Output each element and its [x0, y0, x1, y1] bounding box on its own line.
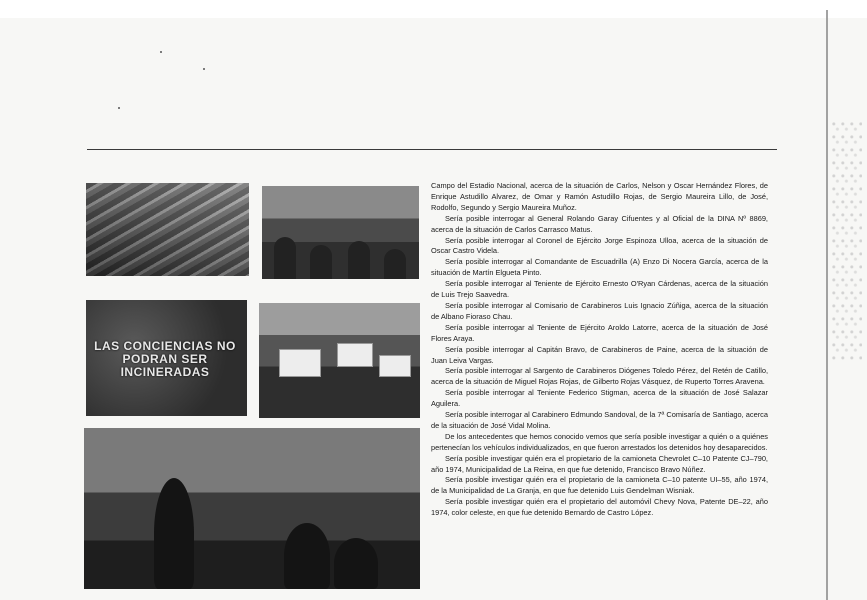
figure: [334, 538, 378, 589]
scan-noise: [832, 120, 862, 360]
scan-speck: [203, 68, 205, 70]
sign: [379, 355, 411, 377]
paragraph: Sería posible interrogar al Coronel de Ejército Jorge Espinoza Ulloa, acerca de la situación de Oscar Castro Videla.: [431, 235, 768, 256]
figure: [284, 523, 330, 589]
article-text: [431, 181, 768, 595]
scan-speck: [160, 51, 162, 53]
sign: [279, 349, 321, 377]
page-edge: [826, 10, 828, 600]
paragraph: De los antecedentes que hemos conocido vemos que sería posible investigar a quién o a quiénes pertenecían los vehículos individualizados, en que fueron arrestados los detenidos hoy desaparecidos.: [431, 431, 768, 452]
sign: [337, 343, 373, 367]
paragraph: Sería posible interrogar al Teniente de Ejército Aroldo Latorre, acerca de la situación de José Flores Araya.: [431, 322, 768, 343]
figure: [310, 245, 332, 279]
paragraph: Sería posible investigar quién era el propietario del automóvil Chevy Nova, Patente DE–22, año 1974, color celeste, en que fue detenido Bernardo de Castro López.: [431, 497, 768, 518]
page-margin: [0, 0, 867, 18]
photo-banner: [86, 300, 247, 416]
header-rule: [87, 149, 777, 150]
paragraph: Sería posible interrogar al Teniente Federico Stigman, acerca de la situación de José Salazar Aguilera.: [431, 388, 768, 409]
figure: [348, 241, 370, 279]
paragraph: Sería posible interrogar al General Rolando Garay Cifuentes y al Oficial de la DINA Nº 8869, acerca de la situación de Carlos Carrasco Matus.: [431, 213, 768, 234]
paragraph: Sería posible interrogar al Capitán Bravo, de Carabineros de Paine, acerca de la situación de Juan Leiva Vargas.: [431, 344, 768, 365]
photo-women-portraits: [84, 428, 420, 589]
figure: [154, 478, 194, 589]
photo-stadium-crowd: [86, 183, 249, 276]
paragraph: Sería posible interrogar al Teniente de Ejército Ernesto O'Ryan Cárdenas, acerca de la situación de Luis Trejo Saavedra.: [431, 279, 768, 300]
banner-slogan: LAS CONCIENCIAS NO PODRAN SER INCINERADAS: [94, 339, 236, 379]
paragraph: Sería posible investigar quién era el propietario de la camioneta Chevrolet C–10 Patente CJ–790, año 1974, Municipalidad de La Reina, en que fue detenido, Francisco Bravo Núñez.: [431, 453, 768, 474]
photo-protest-table: [259, 303, 420, 418]
scan-speck: [118, 107, 120, 109]
paragraph: Sería posible interrogar al Comisario de Carabineros Luis Ignacio Zúñiga, acerca de la situación de Albano Fioraso Chau.: [431, 300, 768, 321]
photo-meeting: [262, 186, 419, 279]
figure: [384, 249, 406, 279]
figure: [274, 237, 296, 279]
paragraph: Sería posible interrogar al Sargento de Carabineros Diógenes Toledo Pérez, del Retén de Catillo, acerca de la situación de Miguel Rojas Rojas, de Gilberto Rojas Vásquez, de Ruperto Torres Aravena.: [431, 366, 768, 387]
paragraph: Sería posible interrogar al Carabinero Edmundo Sandoval, de la 7ª Comisaría de Santiago, acerca de la situación de José Vidal Molina.: [431, 410, 768, 430]
paragraph: Sería posible investigar quién era el propietario de la camioneta C–10 patente UI–55, año 1974, de la Municipalidad de La Granja, en que fue detenido Luis Gendelman Wisniak.: [431, 475, 768, 496]
paragraph: Campo del Estadio Nacional, acerca de la situación de Carlos, Nelson y Oscar Hernández Flores, de Enrique Astudillo Alvarez, de Omar y Ramón Astudillo Rojas, de Sergio Maureira Lillo, de José, Rodolfo, Segundo y Sergio Maureira Muñoz.: [431, 181, 768, 212]
paragraph: Sería posible interrogar al Comandante de Escuadrilla (A) Enzo Di Nocera García, acerca de la situación de Martín Elgueta Pinto.: [431, 257, 768, 278]
